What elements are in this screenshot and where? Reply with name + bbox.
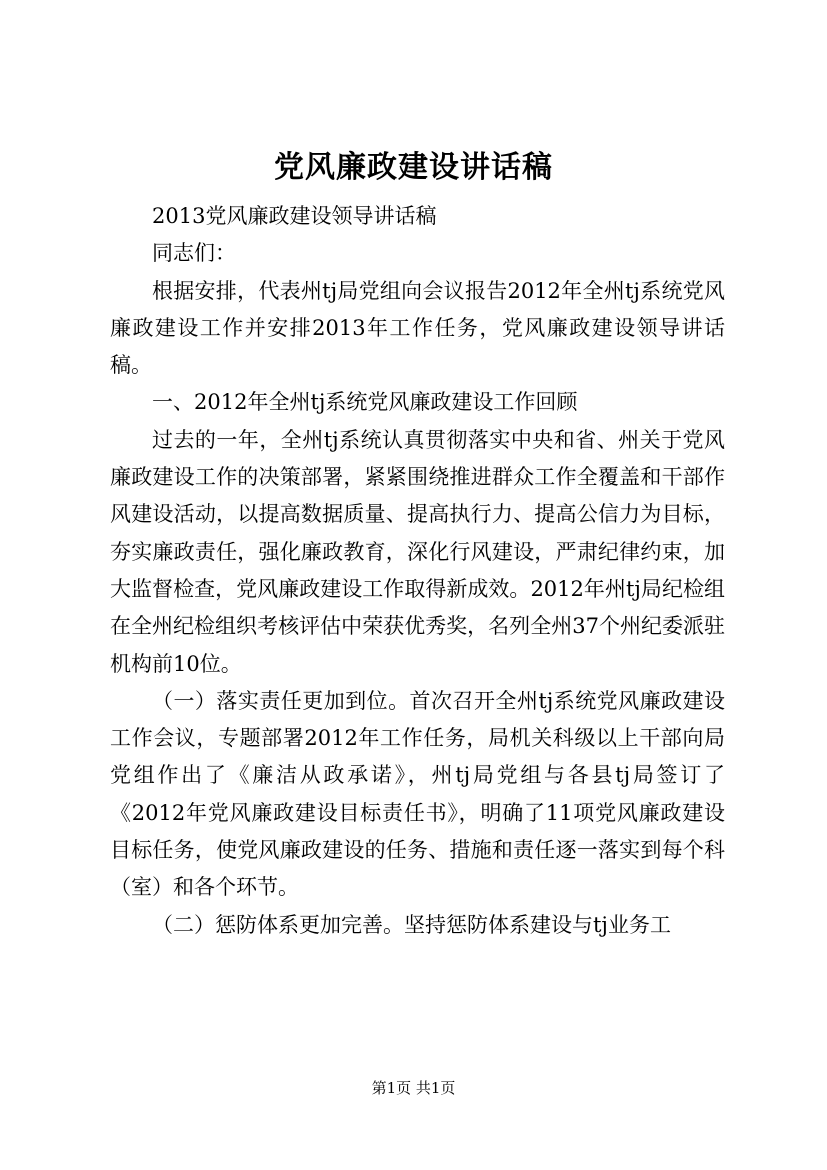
- document-title: 党风廉政建设讲话稿: [274, 150, 553, 185]
- document-body: [110, 198, 725, 944]
- page-number: 第1页 共1页: [371, 1079, 456, 1097]
- paragraph-salutation: 同志们：: [152, 241, 236, 266]
- paragraph: （一）落实责任更加到位。首次召开全州tj系统党风廉政建设工作会议，专题部署2012年工作任务，局机关科级以上干部向局党组作出了《廉洁从政承诺》，州tj局党组与各县tj局签订了《2012年党风廉政建设目标责任书》，明确了11项党风廉政建设目标任务，使党风廉政建设的任务、措施和责任逐一落实到每个科（室）和各个环节。: [110, 688, 725, 900]
- paragraph: 过去的一年，全州tj系统认真贯彻落实中央和省、州关于党风廉政建设工作的决策部署，紧紧围绕推进群众工作全覆盖和干部作风建设活动，以提高数据质量、提高执行力、提高公信力为目标，夯实廉政责任，强化廉政教育，深化行风建设，严肃纪律约束，加大监督检查，党风廉政建设工作取得新成效。2012年州tj局纪检组在全州纪检组织考核评估中荣获优秀奖，名列全州37个州纪委派驻机构前10位。: [110, 427, 725, 676]
- paragraph: 根据安排，代表州tj局党组向会议报告2012年全州tj系统党风廉政建设工作并安排2013年工作任务，党风廉政建设领导讲话稿。: [110, 278, 725, 378]
- paragraph-subtitle: 2013党风廉政建设领导讲话稿: [152, 204, 437, 228]
- paragraph: （二）惩防体系更加完善。坚持惩防体系建设与tj业务工: [152, 912, 671, 937]
- section-heading: 一、2012年全州tj系统党风廉政建设工作回顾: [152, 390, 578, 415]
